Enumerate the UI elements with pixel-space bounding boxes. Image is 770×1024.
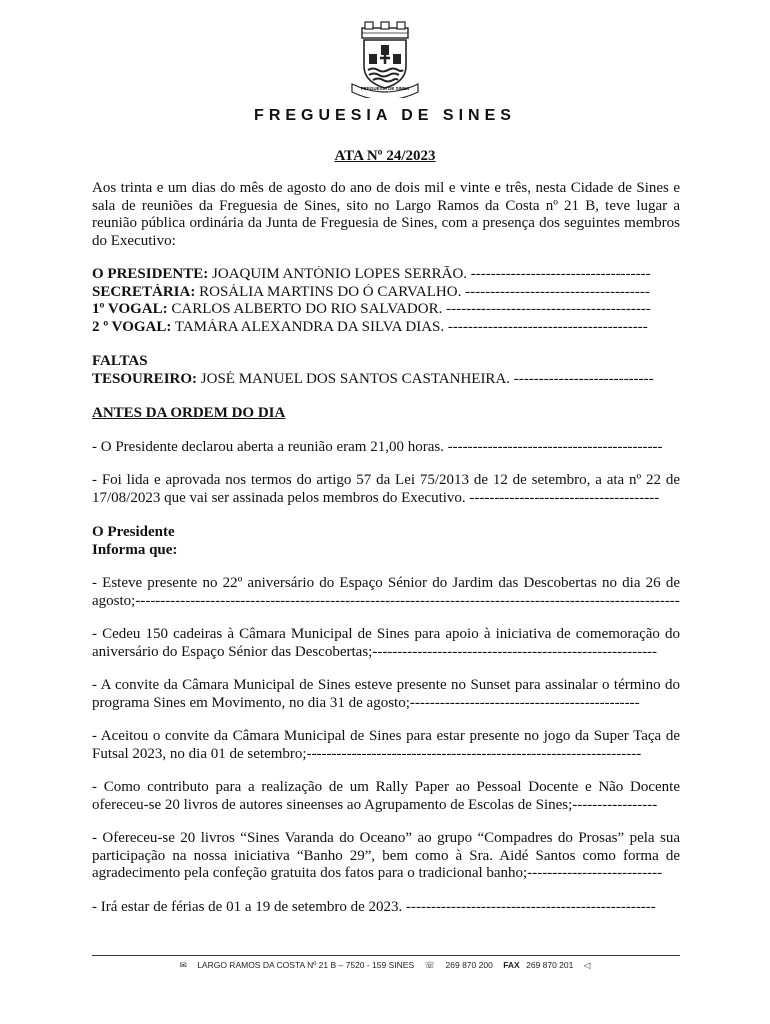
crest-ribbon-text: FREGUESIA DE SINES bbox=[360, 86, 410, 91]
footer-fax: 269 870 201 bbox=[526, 960, 574, 970]
footer-address: LARGO RAMOS DA COSTA Nº 21 B – 7520 - 159 SINES bbox=[197, 960, 415, 970]
member-row bbox=[92, 266, 680, 284]
faltas-section bbox=[92, 353, 680, 388]
faltas-row bbox=[92, 371, 680, 389]
faltas-name: JOSÉ MANUEL DOS SANTOS CASTANHEIRA. ---------------------------- bbox=[197, 370, 654, 387]
footer-divider bbox=[92, 955, 680, 956]
document-body bbox=[92, 180, 680, 916]
member-role: 2 º VOGAL: bbox=[92, 318, 172, 335]
fax-label: FAX bbox=[503, 960, 520, 970]
members-list bbox=[92, 266, 680, 336]
member-role: 1º VOGAL: bbox=[92, 301, 168, 317]
phone-icon: ☏ bbox=[424, 960, 436, 970]
footer bbox=[0, 960, 770, 971]
member-row bbox=[92, 284, 680, 302]
informa-item: - Irá estar de férias de 01 a 19 de setembro de 2023. -------------------------------------------------- bbox=[92, 898, 656, 915]
informa-item: - Cedeu 150 cadeiras à Câmara Municipal de Sines para apoio à iniciativa de comemoração do aniversário do Espaço Sénior das Descobertas;--------------------------------------------------------- bbox=[92, 626, 680, 660]
page-title: FREGUESIA DE SINES bbox=[254, 107, 516, 124]
informa-item: - Esteve presente no 22º aniversário do Espaço Sénior do Jardim das Descobertas no dia 26 de agosto;------------------------------------------------------------------------------------------------------------- bbox=[92, 575, 680, 609]
member-name: JOAQUIM ANTÓNIO LOPES SERRÃO. ------------------------------------ bbox=[208, 266, 651, 282]
intro-paragraph: Aos trinta e um dias do mês de agosto do ano de dois mil e vinte e três, nesta Cidade de Sines e sala de reuniões da Freguesia de Sines, sito no Largo Ramos da Costa nº 21 B, teve lugar a reunião pública ordinária da Junta de Freguesia de Sines, com a presença dos seguintes membros do Executivo: bbox=[92, 180, 680, 249]
footer-phone: 269 870 200 bbox=[445, 960, 493, 970]
antes-heading: ANTES DA ORDEM DO DIA bbox=[92, 405, 286, 421]
member-row bbox=[92, 301, 680, 319]
antes-item: - O Presidente declarou aberta a reunião eram 21,00 horas. ------------------------------------------- bbox=[92, 438, 663, 455]
member-role: O PRESIDENTE: bbox=[92, 266, 209, 282]
informa-item: - Aceitou o convite da Câmara Municipal de Sines para estar presente no jogo da Super Taça de Futsal 2023, no dia 01 de setembro;------------------------------------------------------------------- bbox=[92, 728, 680, 762]
informa-item: - A convite da Câmara Municipal de Sines esteve presente no Sunset para assinalar o término do programa Sines em Movimento, no dia 31 de agosto;---------------------------------------------- bbox=[92, 677, 680, 711]
member-name: TAMÁRA ALEXANDRA DA SILVA DIAS. ---------------------------------------- bbox=[171, 318, 648, 335]
informa-heading: Informa que: bbox=[92, 541, 178, 558]
envelope-icon: ✉ bbox=[179, 960, 187, 970]
member-name: ROSÁLIA MARTINS DO Ó CARVALHO. ------------------------------------- bbox=[195, 283, 650, 300]
member-role: SECRETÁRIA: bbox=[92, 283, 196, 300]
faltas-heading: FALTAS bbox=[92, 353, 148, 369]
fax-icon: ◁ bbox=[583, 960, 591, 970]
member-row bbox=[92, 319, 680, 337]
informa-item: - Como contributo para a realização de um Rally Paper ao Pessoal Docente e Não Docente ofereceu-se 20 livros de autores sineenses ao Agrupamento de Escolas de Sines;----------------- bbox=[92, 779, 680, 813]
presidente-heading: O Presidente bbox=[92, 524, 175, 540]
ata-number: ATA Nº 24/2023 bbox=[334, 148, 436, 164]
member-name: CARLOS ALBERTO DO RIO SALVADOR. ----------------------------------------- bbox=[167, 301, 651, 317]
informa-item: - Ofereceu-se 20 livros “Sines Varanda do Oceano” ao grupo “Compadres do Prosas” pela sua participação na nossa iniciativa “Banho 29”, bem como à Sra. Aidé Santos como forma de agradecimento pela confeção gratuita dos fatos para o tradicional banho;--------------------------- bbox=[92, 830, 680, 881]
faltas-role: TESOUREIRO: bbox=[92, 370, 198, 387]
antes-item: - Foi lida e aprovada nos termos do artigo 57 da Lei 75/2013 de 12 de setembro, a ata nº 22 de 17/08/2023 que vai ser assinada pelos membros do Executivo. -------------------------------------- bbox=[92, 472, 680, 506]
